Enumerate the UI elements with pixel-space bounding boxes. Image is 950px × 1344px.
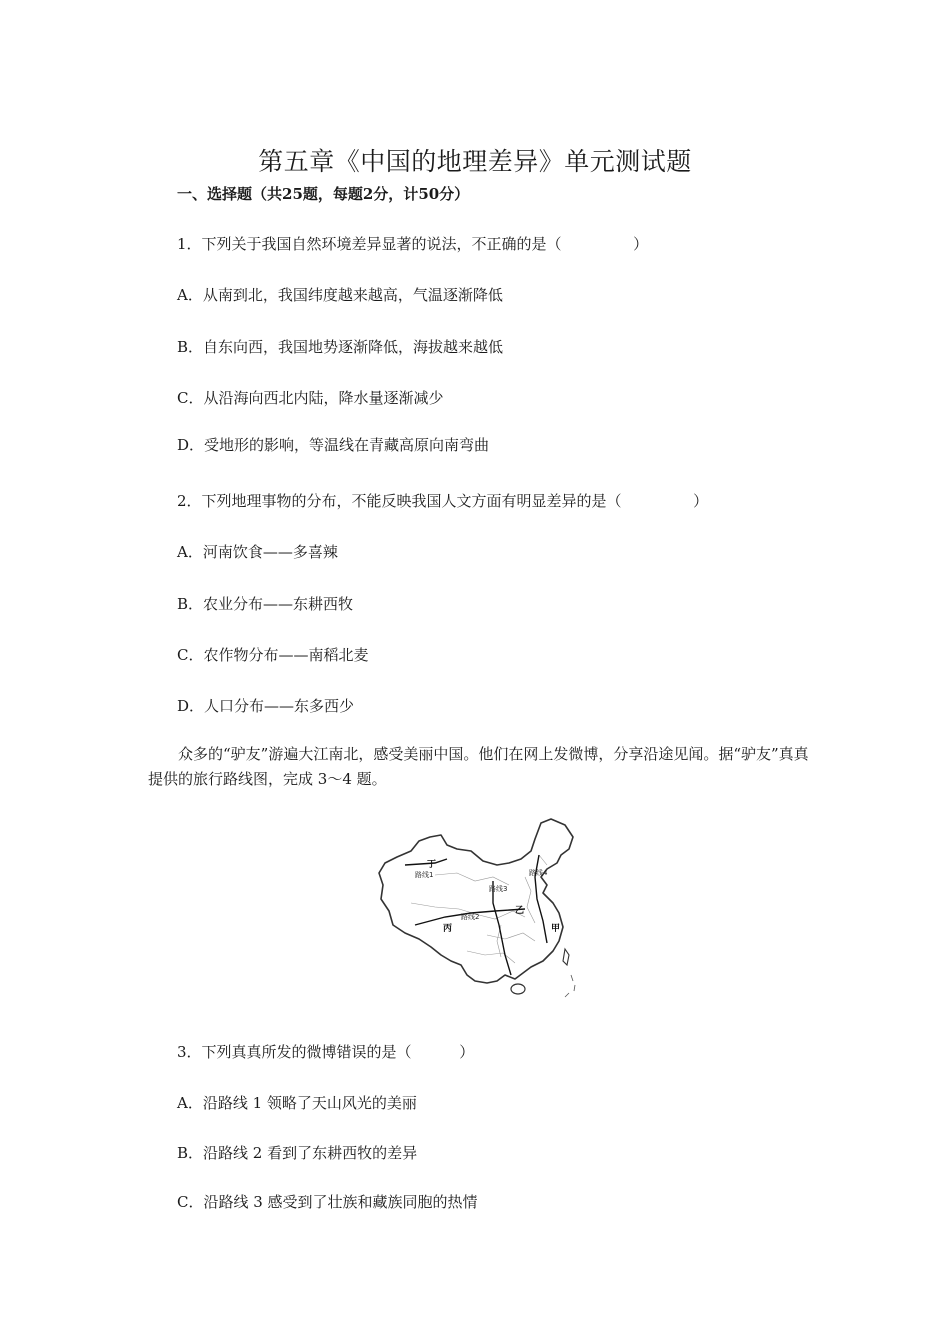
question-3-option-c: C．沿路线 3 感受到了壮族和藏族同胞的热情 (177, 1193, 478, 1211)
region-label-ding: 丁 (427, 860, 437, 870)
route-3-line (493, 881, 511, 975)
page-title: 第五章《中国的地理差异》单元测试题 (258, 147, 692, 176)
south-sea-islands (565, 975, 575, 997)
taiwan-island (563, 949, 569, 965)
section-heading: 一、选择题（共25题，每题2分，计50分） (177, 185, 470, 203)
question-3-stem: 3．下列真真所发的微博错误的是（ ） (177, 1043, 475, 1061)
question-2-option-a: A．河南饮食——多喜辣 (177, 543, 338, 561)
route-1-label: 路线1 (415, 871, 434, 879)
route-3-label: 路线3 (489, 885, 508, 893)
reading-passage: 众多的“驴友”游遍大江南北，感受美丽中国。他们在网上发微博，分享沿途见闻。据“驴友”真真提供的旅行路线图，完成 3～4 题。 (148, 745, 809, 788)
question-2-stem: 2．下列地理事物的分布，不能反映我国人文方面有明显差异的是（ ） (177, 492, 709, 510)
question-2-option-d: D．人口分布——东多西少 (177, 697, 355, 715)
question-3-option-b: B．沿路线 2 看到了东耕西牧的差异 (177, 1144, 418, 1162)
hainan-island (511, 984, 525, 994)
china-border (379, 819, 573, 983)
region-label-bing: 丙 (443, 924, 453, 934)
china-route-map (375, 815, 585, 1000)
route-2-label: 路线2 (461, 913, 480, 921)
region-label-yi: 乙 (515, 906, 525, 916)
question-1-stem: 1．下列关于我国自然环境差异显著的说法，不正确的是（ ） (177, 235, 649, 253)
question-2-option-c: C．农作物分布——南稻北麦 (177, 646, 369, 664)
question-1-option-c: C．从沿海向西北内陆，降水量逐渐减少 (177, 389, 444, 407)
question-3-option-a: A．沿路线 1 领略了天山风光的美丽 (177, 1094, 417, 1112)
question-1-option-a: A．从南到北，我国纬度越来越高，气温逐渐降低 (177, 286, 503, 304)
question-1-option-b: B．自东向西，我国地势逐渐降低，海拔越来越低 (177, 338, 504, 356)
question-2-option-b: B．农业分布——东耕西牧 (177, 595, 354, 613)
route-1-line (405, 859, 447, 865)
region-label-jia: 甲 (551, 924, 561, 934)
question-1-option-d: D．受地形的影响，等温线在青藏高原向南弯曲 (177, 436, 490, 454)
china-outline-map (375, 815, 585, 1000)
route-4-label: 路线4 (529, 869, 548, 877)
